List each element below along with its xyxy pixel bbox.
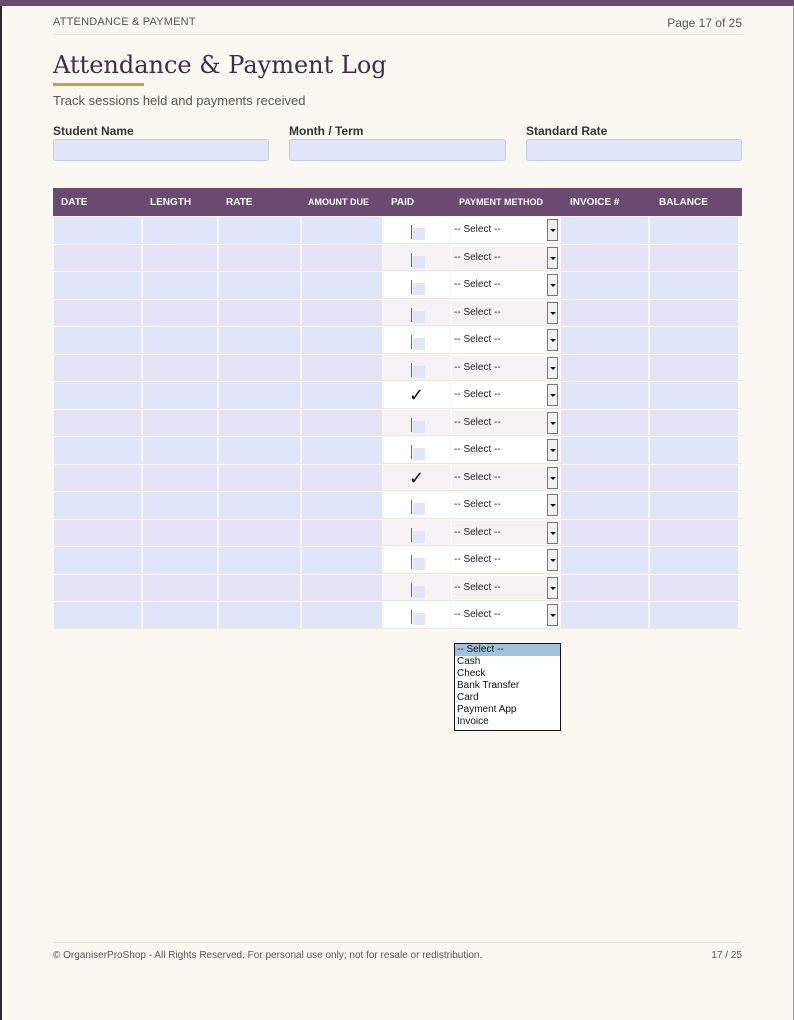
payment-method-select[interactable] (451, 547, 559, 573)
rate-cell[interactable] (219, 410, 300, 436)
dropdown-arrow-icon[interactable] (547, 247, 558, 269)
checkbox-box (413, 586, 425, 598)
checkmark-icon: ✓ (409, 467, 425, 489)
length-cell[interactable] (143, 272, 217, 298)
payment-method-value: -- Select -- (454, 279, 501, 290)
length-cell[interactable] (143, 300, 217, 326)
rate-cell[interactable] (219, 355, 300, 381)
paid-checkbox[interactable] (384, 465, 450, 491)
invoice-cell[interactable] (561, 465, 648, 491)
paid-checkbox[interactable] (384, 437, 450, 463)
length-cell[interactable] (143, 245, 217, 271)
header-page-number: Page 17 of 25 (667, 16, 742, 30)
checkbox-box (413, 531, 425, 543)
table-row (53, 299, 742, 327)
checkbox-box (413, 228, 425, 240)
table-row (53, 436, 742, 464)
rate-cell[interactable] (219, 272, 300, 298)
checkbox-box (413, 366, 425, 378)
checkbox-cursor-mark (411, 445, 412, 459)
dropdown-arrow-icon[interactable] (547, 467, 558, 489)
footer-page-number: 17 / 25 (711, 950, 742, 961)
date-cell[interactable] (54, 327, 141, 353)
balance-cell[interactable] (650, 465, 738, 491)
invoice-cell[interactable] (561, 410, 648, 436)
invoice-cell[interactable] (561, 437, 648, 463)
checkbox-cursor-mark (411, 335, 412, 349)
dropdown-arrow-icon[interactable] (547, 384, 558, 406)
table-header (53, 188, 742, 216)
payment-method-select[interactable] (451, 410, 559, 436)
rate-cell[interactable] (219, 492, 300, 518)
rate-cell[interactable] (219, 575, 300, 601)
date-cell[interactable] (54, 410, 141, 436)
amount-due-cell[interactable] (302, 465, 382, 491)
paid-checkbox[interactable] (384, 520, 450, 546)
balance-cell[interactable] (650, 437, 738, 463)
length-cell[interactable] (143, 492, 217, 518)
length-cell[interactable] (143, 547, 217, 573)
paid-checkbox[interactable] (384, 245, 450, 271)
balance-cell[interactable] (650, 355, 738, 381)
table-row (53, 381, 742, 409)
rate-cell[interactable] (219, 547, 300, 573)
payment-method-select[interactable] (451, 602, 559, 628)
payment-method-select[interactable] (451, 272, 559, 298)
balance-cell[interactable] (650, 217, 738, 243)
balance-cell[interactable] (650, 520, 738, 546)
dropdown-option[interactable]: Card (457, 692, 479, 703)
col-header-date: DATE (61, 197, 88, 208)
rate-cell[interactable] (219, 300, 300, 326)
payment-method-dropdown[interactable] (454, 643, 561, 731)
checkbox-cursor-mark (411, 528, 412, 542)
checkbox-box (413, 421, 425, 433)
table-row (53, 271, 742, 299)
payment-method-select[interactable] (451, 217, 559, 243)
amount-due-cell[interactable] (302, 382, 382, 408)
rate-cell[interactable] (219, 602, 300, 628)
length-cell[interactable] (143, 602, 217, 628)
amount-due-cell[interactable] (302, 272, 382, 298)
balance-cell[interactable] (650, 300, 738, 326)
paid-checkbox[interactable] (384, 410, 450, 436)
payment-method-value: -- Select -- (454, 471, 501, 483)
dropdown-arrow-icon[interactable] (547, 522, 558, 544)
payment-method-value: -- Select -- (454, 306, 501, 318)
payment-method-value: -- Select -- (454, 361, 501, 373)
rate-cell[interactable] (219, 245, 300, 271)
paid-checkbox[interactable] (384, 547, 450, 573)
balance-cell[interactable] (650, 547, 738, 573)
dropdown-arrow-icon[interactable] (547, 219, 558, 241)
date-cell[interactable] (54, 520, 141, 546)
paid-checkbox[interactable] (384, 355, 450, 381)
checkbox-cursor-mark (411, 280, 412, 294)
length-cell[interactable] (143, 465, 217, 491)
date-cell[interactable] (54, 575, 141, 601)
length-cell[interactable] (143, 575, 217, 601)
checkbox-cursor-mark (411, 555, 412, 569)
checkbox-box (413, 256, 425, 268)
amount-due-cell[interactable] (302, 327, 382, 353)
date-cell[interactable] (54, 547, 141, 573)
invoice-cell[interactable] (561, 245, 648, 271)
table-row (53, 354, 742, 382)
checkbox-cursor-mark (411, 418, 412, 432)
col-header-payment-method: PAYMENT METHOD (459, 197, 544, 207)
date-cell[interactable] (54, 217, 141, 243)
rate-cell[interactable] (219, 465, 300, 491)
rate-cell[interactable] (219, 217, 300, 243)
table-row (53, 464, 742, 492)
rate-cell[interactable] (219, 520, 300, 546)
checkbox-cursor-mark (411, 225, 412, 239)
balance-cell[interactable] (650, 492, 738, 518)
month-term-label: Month / Term (289, 124, 364, 138)
page-title: Attendance & Payment Log (53, 51, 387, 79)
top-accent-bar (0, 0, 794, 6)
date-cell[interactable] (54, 602, 141, 628)
header-section-label: ATTENDANCE & PAYMENT (53, 16, 196, 28)
month-term-field[interactable] (289, 139, 506, 161)
invoice-cell[interactable] (561, 217, 648, 243)
balance-cell[interactable] (650, 382, 738, 408)
invoice-cell[interactable] (561, 492, 648, 518)
col-header-invoice: INVOICE # (570, 197, 620, 208)
balance-cell[interactable] (650, 272, 738, 298)
dropdown-option[interactable]: Check (457, 668, 486, 679)
checkbox-cursor-mark (411, 583, 412, 597)
dropdown-option[interactable]: Bank Transfer (457, 680, 520, 691)
length-cell[interactable] (143, 217, 217, 243)
date-cell[interactable] (54, 465, 141, 491)
payment-method-select[interactable] (451, 300, 559, 326)
page-subtitle: Track sessions held and payments received (53, 93, 306, 108)
dropdown-arrow-icon[interactable] (547, 412, 558, 434)
table-row (53, 216, 742, 244)
date-cell[interactable] (54, 355, 141, 381)
rate-cell[interactable] (219, 327, 300, 353)
checkbox-box (413, 283, 425, 295)
amount-due-cell[interactable] (302, 437, 382, 463)
balance-cell[interactable] (650, 327, 738, 353)
checkbox-box (413, 338, 425, 350)
date-cell[interactable] (54, 382, 141, 408)
amount-due-cell[interactable] (302, 410, 382, 436)
checkbox-box (413, 558, 425, 570)
col-header-amount-due: AMOUNT DUE (308, 197, 369, 207)
balance-cell[interactable] (650, 602, 738, 628)
date-cell[interactable] (54, 272, 141, 298)
length-cell[interactable] (143, 520, 217, 546)
balance-cell[interactable] (650, 245, 738, 271)
dropdown-arrow-icon[interactable] (547, 549, 558, 571)
amount-due-cell[interactable] (302, 245, 382, 271)
date-cell[interactable] (54, 245, 141, 271)
dropdown-option[interactable]: Cash (457, 656, 481, 667)
checkbox-box (413, 311, 425, 323)
payment-method-select[interactable] (451, 327, 559, 353)
payment-method-select[interactable] (451, 492, 559, 518)
invoice-cell[interactable] (561, 547, 648, 573)
checkbox-cursor-mark (411, 363, 412, 377)
dropdown-arrow-icon[interactable] (547, 274, 558, 296)
length-cell[interactable] (143, 355, 217, 381)
dropdown-arrow-icon[interactable] (547, 357, 558, 379)
checkbox-box (413, 448, 425, 460)
date-cell[interactable] (54, 437, 141, 463)
payment-method-value: -- Select -- (454, 416, 501, 428)
page-edge-left (0, 0, 2, 1020)
paid-checkbox[interactable] (384, 327, 450, 353)
dropdown-option[interactable]: Invoice (457, 716, 489, 727)
payment-method-value: -- Select -- (454, 526, 501, 538)
invoice-cell[interactable] (561, 272, 648, 298)
col-header-length: LENGTH (150, 197, 192, 208)
dropdown-arrow-icon[interactable] (547, 494, 558, 516)
col-header-paid: PAID (391, 197, 415, 208)
payment-method-select[interactable] (451, 575, 559, 601)
amount-due-cell[interactable] (302, 602, 382, 628)
dropdown-option[interactable]: Payment App (457, 704, 517, 715)
checkbox-cursor-mark (411, 308, 412, 322)
amount-due-cell[interactable] (302, 217, 382, 243)
table-row (53, 244, 742, 272)
table-row (53, 601, 742, 629)
header-divider (53, 34, 742, 35)
balance-cell[interactable] (650, 410, 738, 436)
col-header-balance: BALANCE (659, 197, 708, 208)
amount-due-cell[interactable] (302, 520, 382, 546)
amount-due-cell[interactable] (302, 492, 382, 518)
footer-copyright: © OrganiserProShop - All Rights Reserved. For personal use only; not for resale or redistribution. (53, 950, 483, 961)
payment-method-value: -- Select -- (454, 444, 501, 455)
title-underline (53, 83, 144, 86)
paid-checkbox[interactable] (384, 492, 450, 518)
dropdown-arrow-icon[interactable] (547, 439, 558, 461)
payment-method-value: -- Select -- (454, 224, 501, 235)
payment-method-select[interactable] (451, 355, 559, 381)
payment-method-value: -- Select -- (454, 389, 501, 400)
dropdown-option[interactable]: -- Select -- (455, 644, 560, 656)
table-body (53, 216, 742, 629)
table-row (53, 409, 742, 437)
payment-method-select[interactable] (451, 382, 559, 408)
table-row (53, 326, 742, 354)
length-cell[interactable] (143, 410, 217, 436)
payment-method-select[interactable] (451, 245, 559, 271)
student-name-label: Student Name (53, 124, 134, 138)
table-row (53, 519, 742, 547)
invoice-cell[interactable] (561, 575, 648, 601)
table-row (53, 546, 742, 574)
table-row (53, 491, 742, 519)
payment-method-value: -- Select -- (454, 251, 501, 263)
payment-method-select[interactable] (451, 437, 559, 463)
balance-cell[interactable] (650, 575, 738, 601)
date-cell[interactable] (54, 492, 141, 518)
paid-checkbox[interactable] (384, 300, 450, 326)
table-row (53, 574, 742, 602)
col-header-rate: RATE (226, 197, 253, 208)
invoice-cell[interactable] (561, 602, 648, 628)
amount-due-cell[interactable] (302, 575, 382, 601)
checkbox-cursor-mark (411, 610, 412, 624)
dropdown-arrow-icon[interactable] (547, 604, 558, 626)
payment-method-value: -- Select -- (454, 609, 501, 620)
invoice-cell[interactable] (561, 382, 648, 408)
paid-checkbox[interactable] (384, 602, 450, 628)
length-cell[interactable] (143, 382, 217, 408)
invoice-cell[interactable] (561, 355, 648, 381)
length-cell[interactable] (143, 437, 217, 463)
length-cell[interactable] (143, 327, 217, 353)
standard-rate-label: Standard Rate (526, 124, 608, 138)
checkbox-cursor-mark (411, 253, 412, 267)
checkbox-cursor-mark (411, 500, 412, 514)
payment-method-value: -- Select -- (454, 334, 501, 345)
dropdown-arrow-icon[interactable] (547, 302, 558, 324)
payment-method-value: -- Select -- (454, 554, 501, 565)
dropdown-arrow-icon[interactable] (547, 329, 558, 351)
amount-due-cell[interactable] (302, 300, 382, 326)
date-cell[interactable] (54, 300, 141, 326)
standard-rate-field[interactable] (526, 139, 742, 161)
dropdown-arrow-icon[interactable] (547, 577, 558, 599)
footer-divider (53, 942, 742, 943)
invoice-cell[interactable] (561, 300, 648, 326)
payment-method-value: -- Select -- (454, 581, 501, 593)
payment-method-select[interactable] (451, 520, 559, 546)
attendance-table (53, 188, 742, 629)
checkbox-box (413, 503, 425, 515)
rate-cell[interactable] (219, 382, 300, 408)
checkmark-icon: ✓ (409, 385, 425, 406)
invoice-cell[interactable] (561, 327, 648, 353)
paid-checkbox[interactable] (384, 382, 450, 408)
paid-checkbox[interactable] (384, 272, 450, 298)
paid-checkbox[interactable] (384, 217, 450, 243)
payment-method-value: -- Select -- (454, 499, 501, 510)
amount-due-cell[interactable] (302, 547, 382, 573)
payment-method-select[interactable] (451, 465, 559, 491)
invoice-cell[interactable] (561, 520, 648, 546)
student-name-field[interactable] (53, 139, 269, 161)
checkbox-box (413, 613, 425, 625)
amount-due-cell[interactable] (302, 355, 382, 381)
rate-cell[interactable] (219, 437, 300, 463)
paid-checkbox[interactable] (384, 575, 450, 601)
